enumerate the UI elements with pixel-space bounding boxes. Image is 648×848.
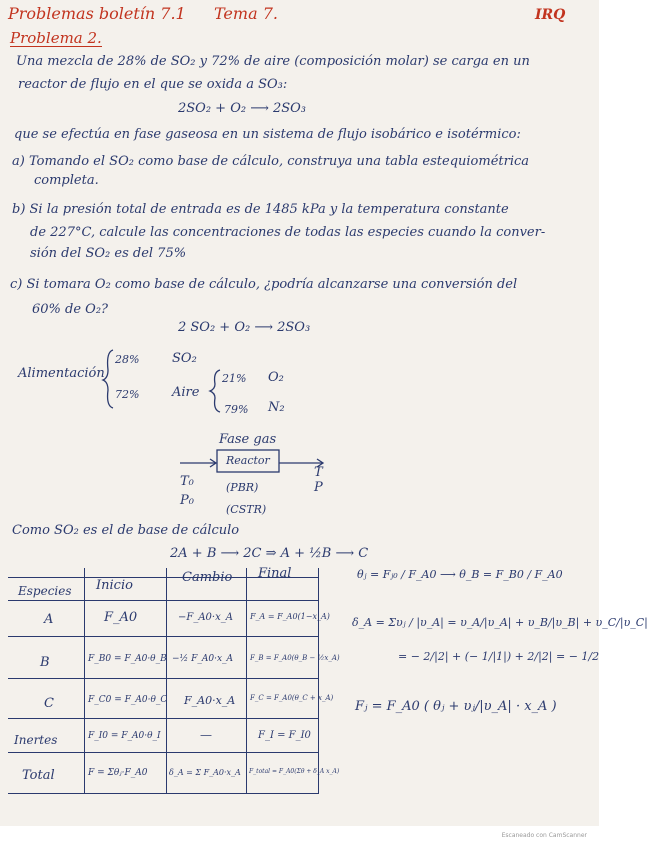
part-a-line-2: completa. [34,173,99,188]
table-row-species: C [44,696,54,711]
reactor-label: Reactor [226,454,270,467]
table-row-cambio: −F_A0·x_A [178,612,233,623]
table-row-final: F_B = F_A0(θ_B − ½x_A) [250,654,340,662]
table-row-final: F_total = F_A0(Σθ + δ_A x_A) [249,768,340,775]
table-row-inicio: F_B0 = F_A0·θ_B [88,654,167,664]
air-n2-pct: 79% [224,403,249,416]
generic-reaction: 2A + B ⟶ 2C ⇒ A + ½B ⟶ C [170,546,369,561]
table-row-cambio: δ_A = Σ F_A0·x_A [169,768,241,777]
feed-air: Aire [172,385,200,400]
table-row-final: F_I = F_I0 [258,730,311,741]
statement-line-1: Una mezcla de 28% de SO₂ y 72% de aire (composición molar) se carga en un [16,54,530,69]
table-header-especies: Especies [18,584,72,598]
air-n2: N₂ [268,400,285,415]
p-label: P [314,480,323,495]
air-o2-pct: 21% [222,372,247,385]
table-row-inicio: F_I0 = F_A0·θ_I [88,731,161,741]
course-code: IRQ [535,7,566,23]
t0-label: T₀ [180,474,194,489]
t-label: T [314,465,323,480]
pbr-label: (PBR) [226,481,259,494]
fj-formula: Fⱼ = F_A0 ( θⱼ + υⱼ/|υ_A| · x_A ) [355,699,557,714]
table-header-inicio: Inicio [96,578,133,593]
feed-so2-pct: 28% [115,353,140,366]
air-o2: O₂ [268,370,284,385]
reaction-rewrite: 2 SO₂ + O₂ ⟶ 2SO₃ [178,320,311,335]
table-row-final: F_A = F_A0(1−x_A) [250,612,330,621]
table-row-cambio: — [200,728,212,742]
table-row-inicio: F_C0 = F_A0·θ_C [88,695,168,705]
table-row-inicio: F_A0 [104,610,138,625]
tema-label: Tema 7. [214,4,278,23]
table-row-inicio: F = Σθⱼ·F_A0 [88,768,148,778]
part-b-line-2: de 227°C, calcule las concentraciones de todas las especies cuando la conver- [30,225,546,240]
delta-value: = − 2/|2| + (− 1/|1|) + 2/|2| = − 1/2 [398,650,600,663]
delta-formula: δ_A = Συⱼ / |υ_A| = υ_A/|υ_A| + υ_B/|υ_B| + υ_C/|υ_C| [352,616,648,629]
reactor-box [217,450,279,472]
table-header-final: Final [258,566,292,581]
air-brace [210,370,220,412]
feed-so2: SO₂ [172,351,197,366]
part-c-line-2: 60% de O₂? [32,302,109,317]
table-row-species: Inertes [14,733,58,747]
part-c-line-1: c) Si tomara O₂ como base de cálculo, ¿podría alcanzarse una conversión del [10,277,518,292]
statement-line-2: reactor de flujo en el que se oxida a SO₃: [18,77,288,92]
table-row-final: F_C = F_A0(θ_C + x_A) [250,694,334,702]
statement-line-3: que se efectúa en fase gaseosa en un sistema de flujo isobárico e isotérmico: [14,127,521,142]
scanner-watermark: Escaneado con CamScanner [501,832,587,839]
part-b-line-3: sión del SO₂ es del 75% [30,246,187,261]
feed-brace [103,350,113,408]
page-title: Problemas boletín 7.1 [8,4,186,23]
cstr-label: (CSTR) [226,503,267,516]
problem-heading: Problema 2. [10,29,102,47]
table-row-cambio: F_A0·x_A [184,694,236,707]
base-calc-note: Como SO₂ es el de base de cálculo [12,523,240,538]
fase-gas-label: Fase gas [219,432,277,447]
table-row-species: B [40,655,50,670]
table-row-species: A [44,612,54,627]
scan-footer [0,826,599,848]
p0-label: P₀ [180,493,194,508]
reaction: 2SO₂ + O₂ ⟶ 2SO₃ [178,101,307,116]
part-a-line-1: a) Tomando el SO₂ como base de cálculo, construya una tabla estequiométrica [12,154,530,169]
feed-air-pct: 72% [115,388,140,401]
table-row-species: Total [22,768,55,783]
table-row-cambio: −½ F_A0·x_A [172,654,234,664]
part-b-line-1: b) Si la presión total de entrada es de 1485 kPa y la temperatura constante [12,202,509,217]
theta-definition: θⱼ = Fⱼ₀ / F_A0 ⟶ θ_B = F_B0 / F_A0 [357,568,563,581]
alimentacion-label: Alimentación [18,366,105,381]
table-header-cambio: Cambio [182,570,233,585]
